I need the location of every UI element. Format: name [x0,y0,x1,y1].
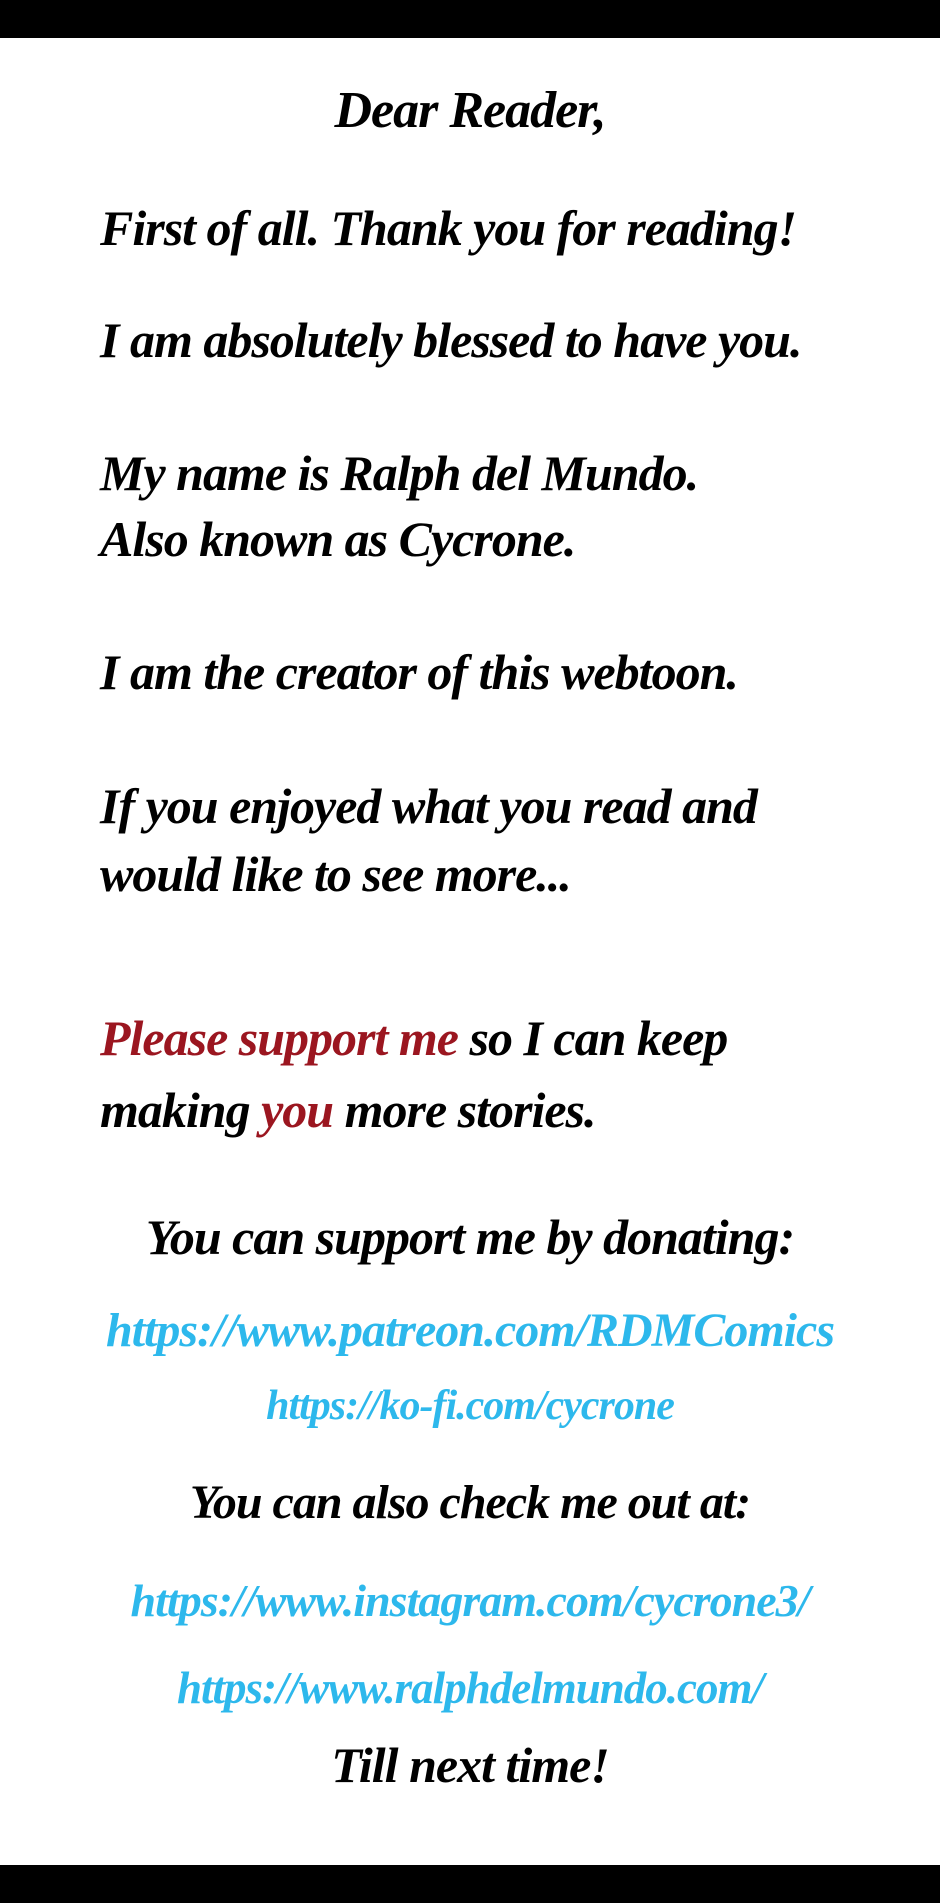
support-plea-paragraph [100,1002,727,1146]
author-intro-paragraph [100,440,698,572]
enjoyed-line-2: would like to see more... [100,846,571,902]
salutation-text: Dear Reader, [334,82,606,139]
support-plea-line-2 [100,1074,727,1146]
support-plea-rest: so I can keep [469,1010,728,1066]
top-border-bar [0,0,940,38]
enjoyed-line-1: If you enjoyed what you read and [100,778,757,834]
support-plea-emphasis: Please support me [100,1010,470,1066]
support-plea-line-1 [100,1002,727,1074]
website-link[interactable]: https://www.ralphdelmundo.com/ [177,1663,763,1713]
author-alias-line: Also known as Cycrone. [100,511,576,567]
creator-line: I am the creator of this webtoon. [100,644,738,700]
donate-heading: You can support me by donating: [145,1209,795,1265]
checkout-heading: You can also check me out at: [189,1476,751,1529]
closing-text: Till next time! [331,1737,609,1793]
author-name-line: My name is Ralph del Mundo. [100,445,699,501]
support-line2-start: making [100,1082,262,1138]
enjoyed-paragraph [100,772,757,908]
support-line2-emphasis: you [261,1082,334,1138]
kofi-link[interactable]: https://ko-fi.com/cycrone [266,1383,674,1429]
bottom-border-bar [0,1865,940,1903]
patreon-link[interactable]: https://www.patreon.com/RDMComics [106,1304,834,1357]
thanks-line-2: I am absolutely blessed to have you. [100,312,802,368]
thanks-line-1: First of all. Thank you for reading! [100,200,797,256]
instagram-link[interactable]: https://www.instagram.com/cycrone3/ [130,1575,810,1626]
support-line2-end: more stories. [333,1082,596,1138]
